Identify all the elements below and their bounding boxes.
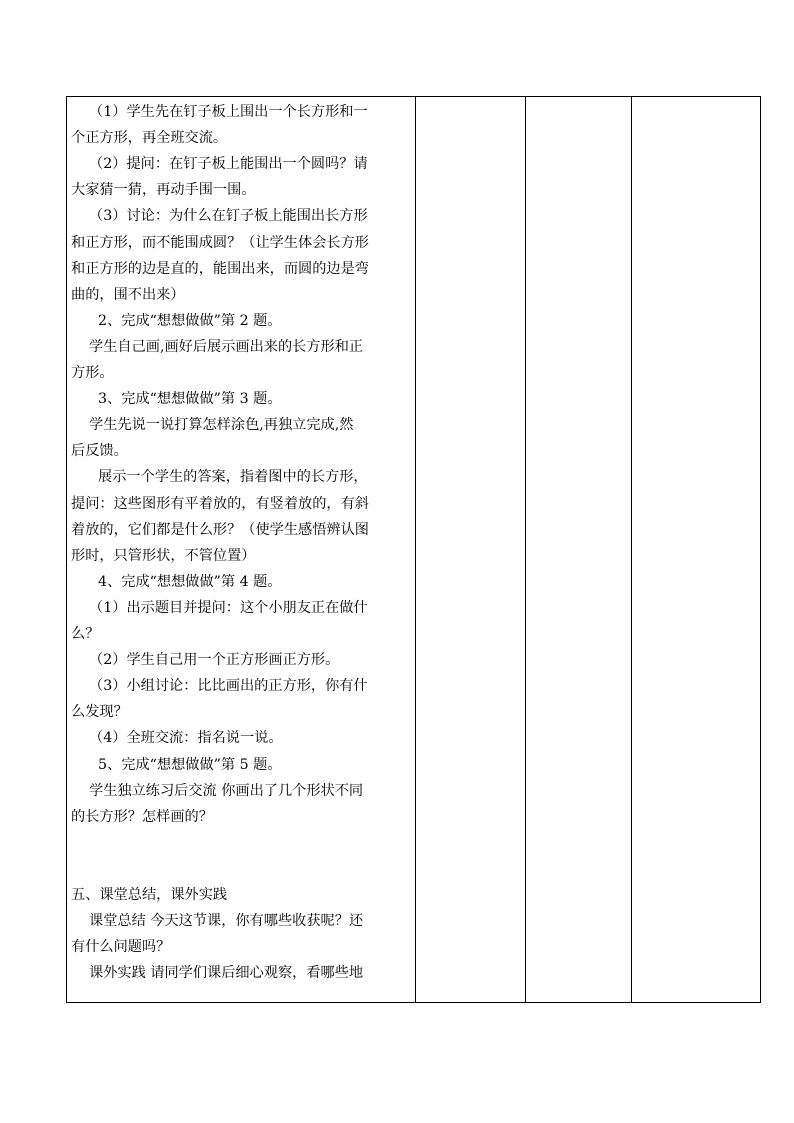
- teaching-process-cell: [67, 97, 415, 1002]
- text-line: 2、完成“想想做做”第 2 题。: [71, 312, 282, 329]
- column-2-cell: [416, 97, 524, 1002]
- text-line: （1）学生先在钉子板上围出一个长方形和一: [71, 104, 368, 120]
- text-line: 和正方形，而不能围成圆？（让学生体会长方形: [71, 234, 369, 251]
- text-line: （1）出示题目并提问：这个小朋友正在做什: [71, 599, 368, 616]
- text-line: 的长方形？怎样画的？: [71, 808, 213, 825]
- text-line: [71, 830, 411, 856]
- text-line: 展示一个学生的答案，指着图中的长方形，: [71, 469, 368, 486]
- lesson-plan-table: [66, 96, 761, 1003]
- text-line: 有什么问题吗？: [71, 939, 171, 956]
- text-line: 么？: [71, 626, 100, 642]
- text-line: （4）全班交流：指名说一说。: [71, 730, 283, 747]
- text-line: 后反馈。: [71, 443, 128, 460]
- text-line: （3）讨论：为什么在钉子板上能围出长方形: [71, 208, 368, 225]
- text-line: 4、完成“想想做做”第 4 题。: [71, 573, 282, 590]
- text-line: [71, 856, 411, 882]
- text-line: 五、课堂总结，课外实践: [71, 887, 228, 903]
- text-line: （2）提问：在钉子板上能围出一个圆吗？请: [71, 156, 368, 173]
- column-3-cell: [526, 97, 630, 1002]
- text-line: 大家猜一猜，再动手围一围。: [71, 182, 256, 199]
- text-line: 课外实践 请同学们课后细心观察，看哪些地: [71, 965, 364, 982]
- text-line: 提问：这些图形有平着放的，有竖着放的，有斜: [71, 495, 369, 512]
- text-line: （3）小组讨论：比比画出的正方形，你有什: [71, 678, 368, 695]
- text-line: 个正方形，再全班交流。: [71, 130, 228, 147]
- text-line: 课堂总结 今天这节课，你有哪些收获呢？还: [71, 913, 364, 930]
- text-line: 学生先说一说打算怎样涂色,再独立完成,然: [71, 417, 354, 434]
- text-line: 方形。: [71, 365, 114, 381]
- text-line: 学生自己画,画好后展示画出来的长方形和正: [71, 338, 364, 355]
- text-line: 形时，只管形状，不管位置）: [71, 547, 256, 564]
- text-line: 和正方形的边是直的，能围出来，而圆的边是弯: [71, 260, 369, 277]
- text-line: 着放的，它们都是什么形？（使学生感悟辨认图: [71, 521, 369, 538]
- text-line: 曲的，围不出来）: [71, 286, 185, 303]
- text-line: 3、完成“想想做做”第 3 题。: [71, 391, 282, 408]
- column-4-cell: [632, 97, 760, 1002]
- text-line: 么发现？: [71, 704, 128, 721]
- text-line: （2）学生自己用一个正方形画正方形。: [71, 652, 340, 669]
- text-line: 学生独立练习后交流 你画出了几个形状不同: [71, 782, 364, 799]
- text-line: 5、完成“想想做做”第 5 题。: [71, 756, 282, 773]
